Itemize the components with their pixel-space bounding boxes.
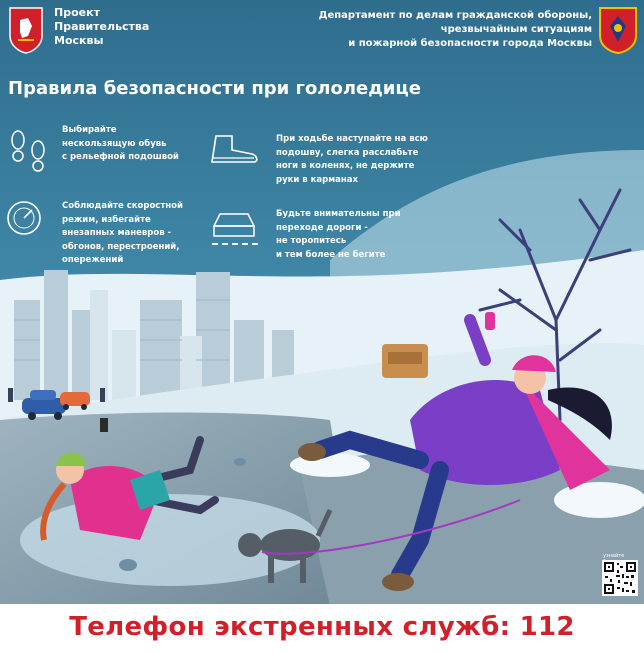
rule-crossing [276, 208, 401, 262]
department-label [262, 9, 592, 51]
rule-line: Выбирайте [62, 125, 117, 135]
rule-line: переходе дороги - [276, 222, 368, 233]
qr-caption: узнайте [603, 553, 625, 559]
header-right-line: чрезвычайным ситуациям [440, 24, 592, 35]
rule-speed [62, 200, 183, 268]
government-project-label [54, 6, 149, 48]
crosswalk-car-icon [206, 206, 262, 250]
rule-line: руки в карманах [276, 174, 359, 185]
header-left-line: Москвы [54, 34, 104, 47]
header-right-line: и пожарной безопасности города Москвы [348, 38, 592, 49]
footprints-icon [4, 128, 54, 178]
rule-line: нескользящую обувь [62, 138, 167, 149]
rule-walking [276, 133, 428, 187]
rule-line: обгонов, перестроений, [62, 241, 180, 252]
boot-icon [206, 132, 262, 168]
rule-line: ноги в коленях, не держите [276, 161, 415, 171]
emergency-department-emblem-icon [598, 6, 638, 54]
qr-code-icon[interactable] [602, 560, 638, 596]
page-title: Правила безопасности при гололедице [8, 78, 421, 99]
header-right-line: Департамент по делам гражданской обороны, [318, 10, 592, 21]
rule-line: подошву, слегка расслабьте [276, 147, 419, 158]
rule-line: с рельефной подошвой [62, 152, 179, 162]
rule-line: режим, избегайте [62, 214, 151, 225]
rule-line: Соблюдайте скоростной [62, 201, 183, 211]
rule-line: При ходьбе наступайте на всю [276, 134, 428, 144]
rule-line: опережений [62, 255, 124, 265]
header-left-line: Правительства [54, 20, 150, 33]
moscow-coat-of-arms-icon [8, 6, 44, 54]
rule-line: не торопитесь [276, 236, 347, 246]
rule-shoes [62, 124, 179, 165]
header-left-line: Проект [54, 6, 100, 19]
rule-line: внезапных маневров - [62, 228, 172, 238]
speedometer-icon [4, 198, 44, 238]
rule-line: Будьте внимательны при [276, 209, 401, 219]
rule-line: и тем более не бегите [276, 249, 386, 260]
emergency-phone-text: Телефон экстренных служб: 112 [69, 612, 575, 642]
